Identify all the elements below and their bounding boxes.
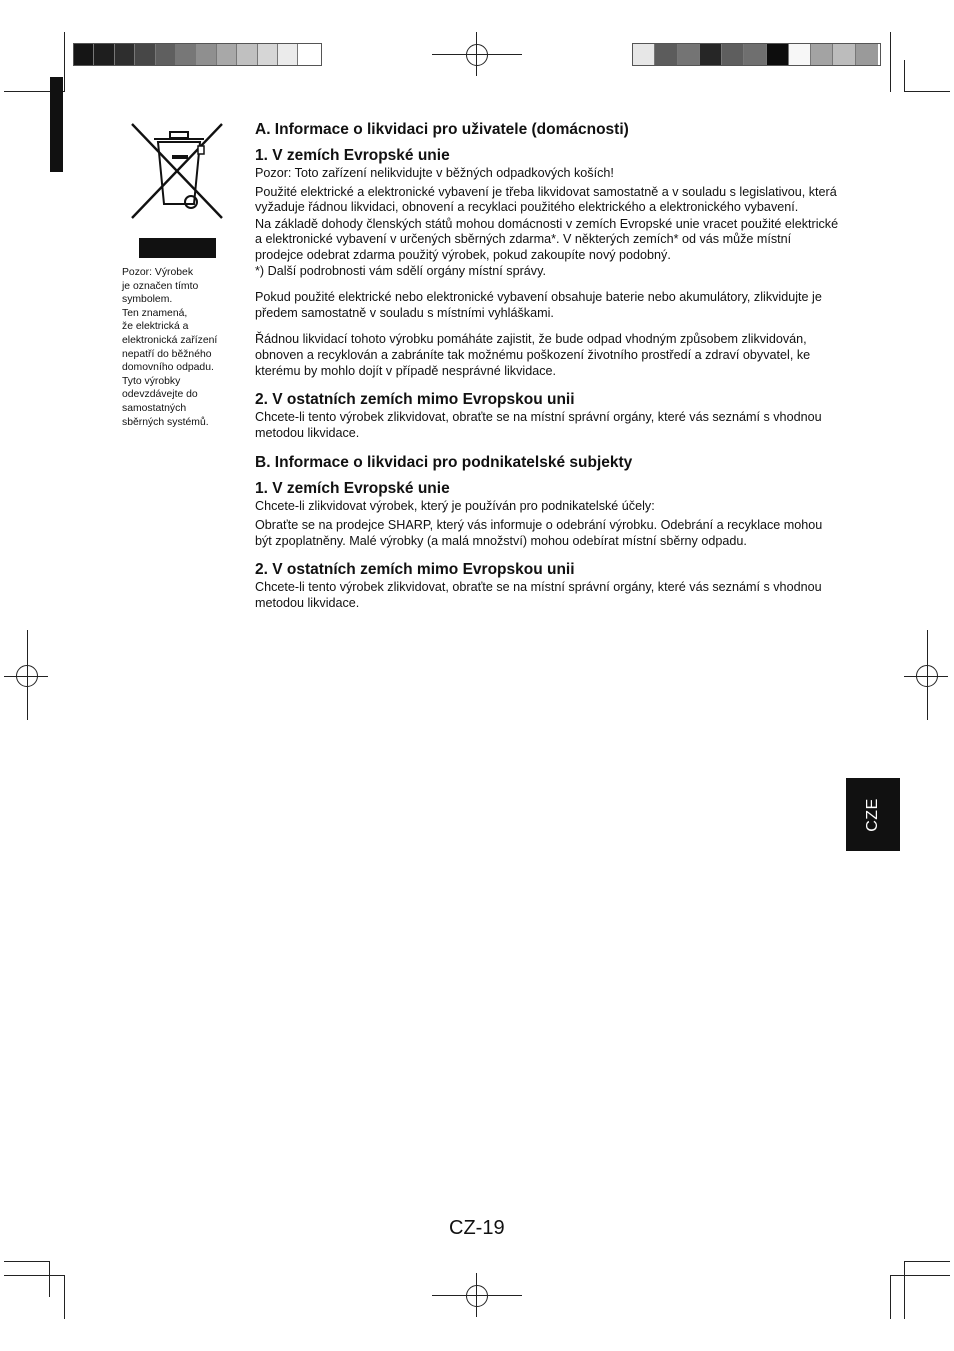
side-note-line: nepatří do běžného	[122, 348, 212, 360]
footnote: *) Další podrobnosti vám sdělí orgány místní správy.	[255, 263, 546, 278]
color-swatch	[135, 44, 155, 65]
color-swatch	[94, 44, 114, 65]
side-note-line: Tyto výrobky	[122, 375, 181, 387]
color-swatch	[176, 44, 196, 65]
side-note-line: je označen tímto	[122, 280, 199, 292]
paragraph: Chcete-li tento výrobek zlikvidovat, obraťte se na místní správní orgány, které vás seznámí s vhodnou metodou likvidace.	[255, 410, 822, 440]
paragraph: Chcete-li tento výrobek zlikvidovat, obraťte se na místní správní orgány, které vás seznámí s vhodnou metodou likvidace.	[255, 580, 822, 610]
section-b2-heading: 2. V ostatních zemích mimo Evropskou unii	[255, 561, 575, 579]
color-swatch	[156, 44, 176, 65]
paragraph: Použité elektrické a elektronické vybavení je třeba likvidovat samostatně a v souladu s legislativou, která vyžaduje řádnou likvidaci, obnovení a recyklaci použitého elektrického a elektronického vybavení.	[255, 184, 837, 215]
weee-black-bar	[139, 238, 216, 258]
color-swatch	[678, 44, 700, 65]
side-note-line: domovního odpadu.	[122, 362, 214, 374]
side-note	[122, 266, 234, 429]
color-swatch	[811, 44, 833, 65]
color-swatch	[789, 44, 811, 65]
color-swatch	[278, 44, 298, 65]
main-content	[255, 120, 840, 611]
section-a1-heading: 1. V zemích Evropské unie	[255, 147, 450, 164]
color-swatch	[298, 44, 318, 65]
color-bar-left	[73, 43, 322, 66]
color-swatch	[856, 44, 878, 65]
color-swatch	[833, 44, 855, 65]
color-swatch	[767, 44, 789, 65]
paragraph: Chcete-li zlikvidovat výrobek, který je používán pro podnikatelské účely:	[255, 499, 655, 514]
paragraph: Obraťte se na prodejce SHARP, který vás informuje o odebrání výrobku. Odebrání a recyklace mohou být zpoplatněny. Malé výrobky (a malá množství) mohou odebírat místní sběrny odpadu.	[255, 517, 823, 548]
paragraph: Pokud použité elektrické nebo elektronické vybavení obsahuje baterie nebo akumulátory, zlikvidujte je předem samostatně v souladu s místními vyhláškami.	[255, 290, 822, 320]
language-tab-label: CZE	[864, 797, 881, 832]
color-swatch	[633, 44, 655, 65]
paragraph: Na základě dohody členských států mohou domácnosti v zemích Evropské unie vracet použité elektrické a elektronické vybavení v určených sběrných zdarma*. V některých zemích* od vás může místní prodejce odebrat zdarma použitý výrobek, pokud zakoupíte nový podobný.	[255, 216, 839, 262]
side-note-line: že elektrická a	[122, 321, 189, 333]
side-note-line: odevzdávejte do	[122, 389, 198, 401]
section-a-heading: A. Informace o likvidaci pro uživatele (domácnosti)	[255, 121, 629, 138]
color-swatch	[115, 44, 135, 65]
color-swatch	[722, 44, 744, 65]
color-swatch	[237, 44, 257, 65]
color-swatch	[258, 44, 278, 65]
color-swatch	[74, 44, 94, 65]
side-note-line: sběrných systémů.	[122, 416, 209, 428]
crossed-out-wheeled-bin-icon	[128, 122, 226, 222]
paragraph: Řádnou likvidací tohoto výrobku pomáháte zajistit, že bude odpad vhodným způsobem zlikvidován, obnoven a recyklován a zabráníte tak možnému poškození životního prostředí a zdraví obyvatel, ke kterému by mohlo dojít v případě nesprávné likvidace.	[255, 332, 811, 378]
side-note-line: samostatných	[122, 402, 187, 414]
color-bar-right	[632, 43, 881, 66]
color-swatch	[655, 44, 677, 65]
section-a2-heading: 2. V ostatních zemích mimo Evropskou unii	[255, 391, 575, 409]
edge-marker	[50, 77, 63, 172]
section-b-heading: B. Informace o likvidaci pro podnikatelské subjekty	[255, 454, 633, 472]
side-note-line: elektronická zařízení	[122, 334, 218, 346]
color-swatch	[700, 44, 722, 65]
side-note-line: Pozor: Výrobek	[122, 267, 194, 278]
color-swatch	[196, 44, 216, 65]
side-note-line: Ten znamená,	[122, 307, 188, 319]
side-note-line: symbolem.	[122, 294, 173, 306]
language-tab	[846, 778, 900, 851]
color-swatch	[217, 44, 237, 65]
paragraph: Pozor: Toto zařízení nelikvidujte v běžných odpadkových koších!	[255, 166, 614, 180]
color-swatch	[744, 44, 766, 65]
section-b1-heading: 1. V zemích Evropské unie	[255, 480, 450, 498]
page-number: CZ-19	[449, 1217, 505, 1239]
